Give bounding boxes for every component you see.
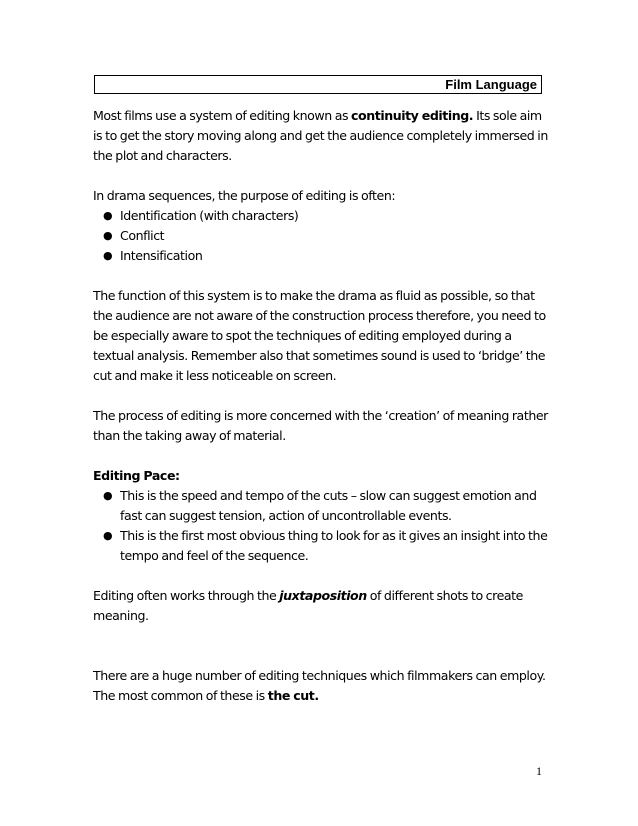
juxtaposition-paragraph <box>93 586 549 626</box>
bullet-icon: ● <box>103 249 113 262</box>
intro-bold-term: continuity editing. <box>351 108 474 123</box>
list-item-text: Conflict <box>120 228 165 243</box>
intro-paragraph <box>93 106 549 166</box>
process-paragraph: The process of editing is more concerned with the ‘creation’ of meaning rather than the taking away of material. <box>93 408 548 443</box>
drama-lead: In drama sequences, the purpose of editing is often: <box>93 188 396 203</box>
page-number: 1 <box>536 764 542 778</box>
list-item <box>93 526 549 566</box>
juxta-text-after: of different shots to create meaning. <box>93 588 523 623</box>
techniques-line-2-text: The most common of these is <box>93 688 268 703</box>
page-header-title: Film Language <box>445 77 537 92</box>
list-item-text: Identification (with characters) <box>120 208 299 223</box>
list-item-text: This is the speed and tempo of the cuts – slow can suggest emotion and fast can suggest tension, action of uncontrollable events. <box>120 488 537 523</box>
bullet-icon: ● <box>103 529 113 542</box>
techniques-line-1: There are a huge number of editing techniques which filmmakers can employ. <box>93 668 546 683</box>
list-item <box>93 206 549 226</box>
header-box <box>94 75 542 94</box>
list-item <box>93 486 549 526</box>
list-item-text: Intensification <box>120 248 203 263</box>
list-item-text: This is the first most obvious thing to look for as it gives an insight into the tempo and feel of the sequence. <box>120 528 548 563</box>
function-paragraph: The function of this system is to make the drama as fluid as possible, so that the audience are not aware of the construction process therefore, you need to be especially aware to spot the techniques of editing employed during a textual analysis. Remember also that sometimes sound is used to ‘bridge’ the cut and make it less noticeable on screen. <box>93 288 546 383</box>
drama-list <box>93 206 549 266</box>
list-item <box>93 246 549 266</box>
pace-list <box>93 486 549 566</box>
list-item <box>93 226 549 246</box>
bullet-icon: ● <box>103 489 113 502</box>
intro-text-before: Most films use a system of editing known as <box>93 108 352 123</box>
intro-text-after: Its sole aim is to get the story moving along and get the audience completely immersed in the plot and characters. <box>93 108 548 163</box>
techniques-line-2-bold: the cut. <box>267 688 319 703</box>
bullet-icon: ● <box>103 229 113 242</box>
techniques-line-2 <box>93 686 549 706</box>
pace-heading: Editing Pace: <box>93 468 180 483</box>
document-body <box>93 106 549 706</box>
juxta-term: juxtaposition <box>279 588 367 603</box>
bullet-icon: ● <box>103 209 113 222</box>
juxta-text-before: Editing often works through the <box>93 588 280 603</box>
